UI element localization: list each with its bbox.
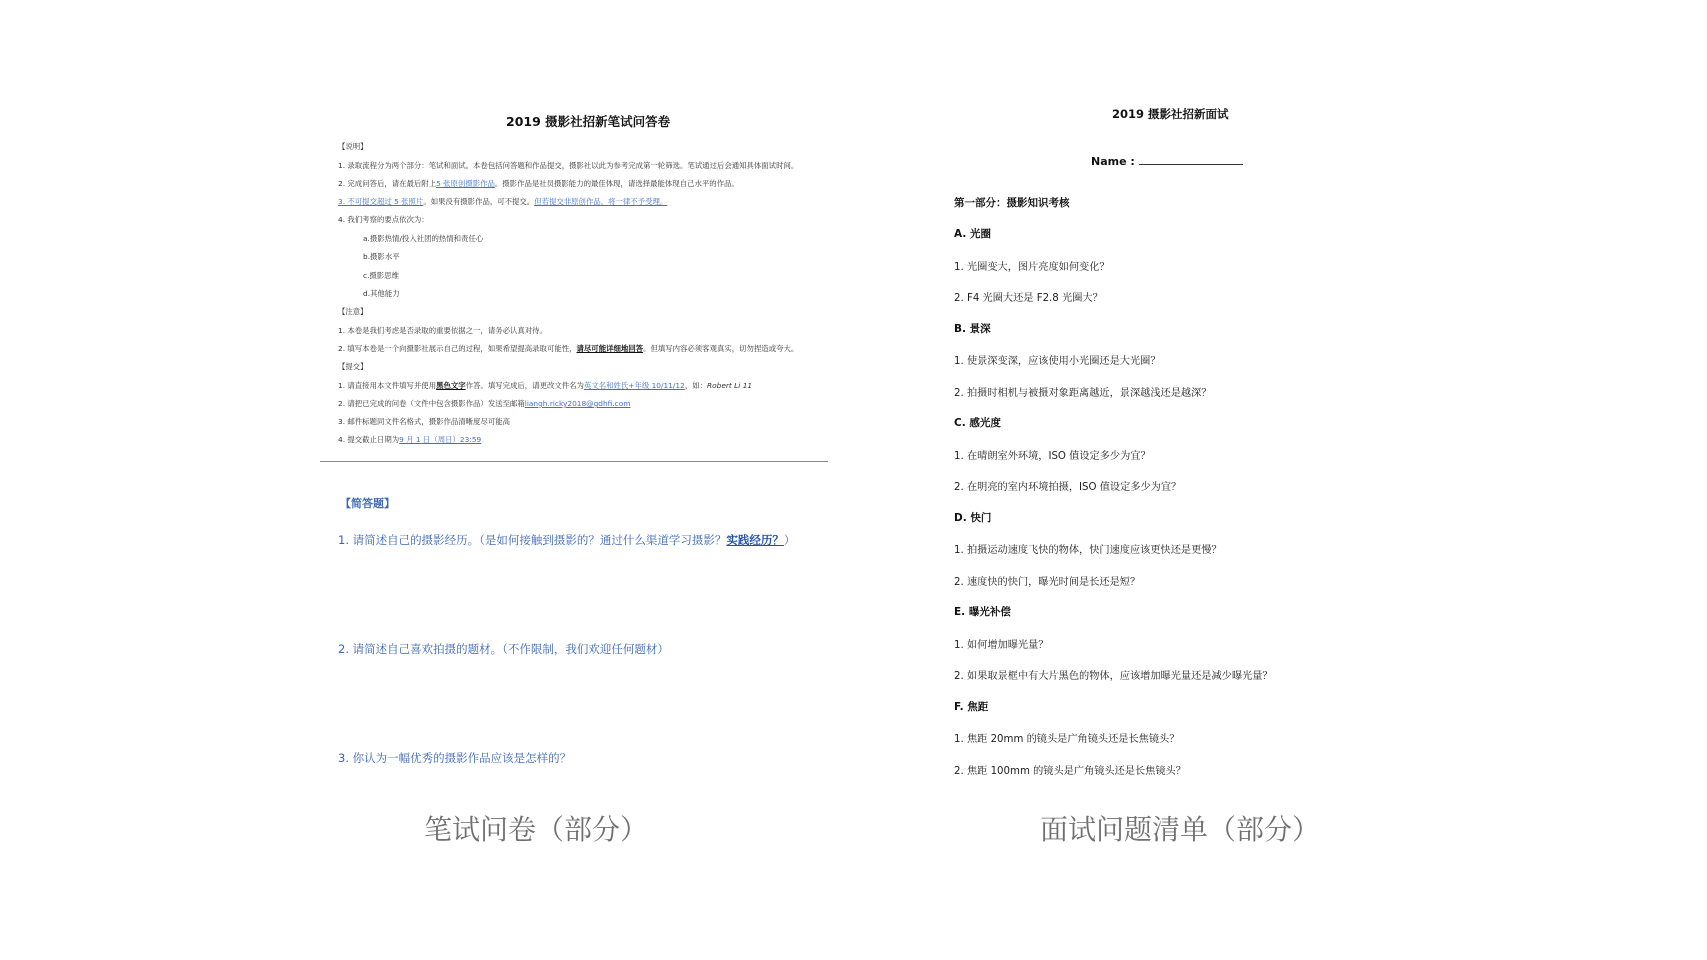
note-3 — [338, 196, 667, 207]
question-3: 3. 你认为一幅优秀的摄影作品应该是怎样的？ — [338, 751, 572, 765]
submit-1-text-eg: ，如： — [684, 381, 707, 390]
attention-2-text: 2. 填写本卷是一个向摄影社展示自己的过程，如果希望提高录取可能性， — [338, 344, 577, 353]
question-1-text-end: ） — [783, 533, 796, 547]
question-e2: 2. 如果取景框中有大片黑色的物体，应该增加曝光量还是减少曝光量？ — [954, 671, 1273, 682]
question-b2: 2. 拍摄时相机与被摄对象距离越近，景深越浅还是越深？ — [954, 388, 1212, 399]
part-1-heading: 第一部分：摄影知识考核 — [954, 197, 1070, 209]
note-2 — [338, 178, 739, 189]
submit-1-link[interactable]: 英文名和姓氏+年级 10/11/12 — [583, 381, 685, 390]
submit-1-example: Robert Li 11 — [707, 381, 753, 390]
question-1 — [338, 532, 795, 548]
section-a-heading: A. 光圈 — [954, 228, 991, 240]
question-f1: 1. 焦距 20mm 的镜头是广角镜头还是长焦镜头？ — [954, 734, 1180, 745]
notes-heading: 【说明】 — [338, 142, 368, 151]
caption-written: 笔试问卷（部分） — [424, 813, 649, 846]
submit-1-text-mid: 作答。填写完成后，请更改文件名为 — [465, 381, 584, 390]
question-a2: 2. F4 光圈大还是 F2.8 光圈大？ — [954, 293, 1103, 304]
note-3-link-original[interactable]: 但若提交非原创作品，将一律不予受理。 — [534, 197, 668, 206]
note-2-link[interactable]: 5 张原创摄影作品 — [436, 179, 495, 188]
submit-4-text: 4. 提交截止日期为 — [338, 435, 400, 444]
attention-2-bold: 请尽可能详细地回答 — [576, 344, 644, 353]
question-c1: 1. 在晴朗室外环境，ISO 值设定多少为宜？ — [954, 451, 1151, 462]
question-b1: 1. 使景深变深，应该使用小光圈还是大光圈？ — [954, 356, 1161, 367]
note-3-link-limit[interactable]: 3. 不可提交超过 5 张照片 — [338, 197, 424, 206]
attention-1: 1. 本卷是我们考虑是否录取的重要依据之一，请务必认真对待。 — [338, 326, 547, 335]
section-d-heading: D. 快门 — [954, 512, 992, 524]
note-4d: d.其他能力 — [363, 289, 400, 298]
interview-title: 2019 摄影社招新面试 — [1112, 107, 1229, 121]
submit-4 — [338, 434, 481, 445]
question-1-bold: 实践经历？ — [726, 533, 784, 547]
submit-1 — [338, 380, 752, 391]
attention-2 — [338, 343, 798, 354]
note-4c: c.摄影思维 — [363, 271, 399, 280]
section-e-heading: E. 曝光补偿 — [954, 606, 1011, 618]
short-answer-heading: 【简答题】 — [340, 497, 395, 510]
question-e1: 1. 如何增加曝光量？ — [954, 640, 1049, 651]
note-2-text: 2. 完成问答后，请在最后附上 — [338, 179, 437, 188]
name-blank-line — [1139, 154, 1243, 165]
submit-1-bold: 黑色文字 — [436, 381, 466, 390]
section-b-heading: B. 景深 — [954, 323, 991, 335]
note-1: 1. 录取流程分为两个部分：笔试和面试。本卷包括问答题和作品提交，摄影社以此为参考完成第一轮筛选。笔试通过后会通知具体面试时间。 — [338, 161, 799, 170]
name-label: Name : — [1091, 155, 1135, 168]
submit-1-text: 1. 请直接用本文件填写并使用 — [338, 381, 437, 390]
note-3-text: 。如果没有摄影作品，可不提交。 — [423, 197, 535, 206]
note-2-text-end: 。摄影作品是社员摄影能力的最佳体现，请选择最能体现自己水平的作品。 — [494, 179, 739, 188]
submit-2-text: 2. 请把已完成的问卷（文件中包含摄影作品）发送至邮箱 — [338, 399, 525, 408]
question-d2: 2. 速度快的快门，曝光时间是长还是短？ — [954, 577, 1141, 588]
question-c2: 2. 在明亮的室内环境拍摄，ISO 值设定多少为宜？ — [954, 482, 1182, 493]
section-c-heading: C. 感光度 — [954, 417, 1001, 429]
question-a1: 1. 光圈变大，图片亮度如何变化？ — [954, 262, 1110, 273]
question-f2: 2. 焦距 100mm 的镜头是广角镜头还是长焦镜头？ — [954, 766, 1186, 777]
section-f-heading: F. 焦距 — [954, 701, 989, 713]
question-1-text: 1. 请简述自己的摄影经历。（是如何接触到摄影的？通过什么渠道学习摄影？ — [338, 533, 727, 547]
written-title: 2019 摄影社招新笔试问答卷 — [506, 114, 671, 129]
question-d1: 1. 拍摄运动速度飞快的物体，快门速度应该更快还是更慢？ — [954, 545, 1222, 556]
submit-3: 3. 邮件标题同文件名格式，摄影作品清晰度尽可能高 — [338, 417, 510, 426]
submit-2-email-link[interactable]: liangh.ricky2018@gdhfi.com — [524, 399, 631, 408]
question-2: 2. 请简述自己喜欢拍摄的题材。（不作限制，我们欢迎任何题材） — [338, 642, 669, 656]
interview-question-document — [948, 96, 1348, 786]
note-4b: b.摄影水平 — [363, 252, 400, 261]
caption-interview: 面试问题清单（部分） — [1040, 813, 1321, 846]
submit-4-deadline-link[interactable]: 9 月 1 日（周日）23:59 — [399, 435, 482, 444]
note-4: 4. 我们考察的要点依次为： — [338, 215, 429, 224]
name-field — [1091, 154, 1243, 168]
note-4a: a.摄影热情/投入社团的热情和责任心 — [363, 234, 484, 243]
divider-line — [320, 461, 828, 462]
written-questionnaire-document — [320, 100, 828, 780]
submit-2 — [338, 398, 630, 409]
attention-2-text-end: 。但填写内容必须客观真实，切勿捏造或夸大。 — [643, 344, 799, 353]
submit-heading: 【提交】 — [338, 362, 368, 371]
attention-heading: 【注意】 — [338, 307, 368, 316]
